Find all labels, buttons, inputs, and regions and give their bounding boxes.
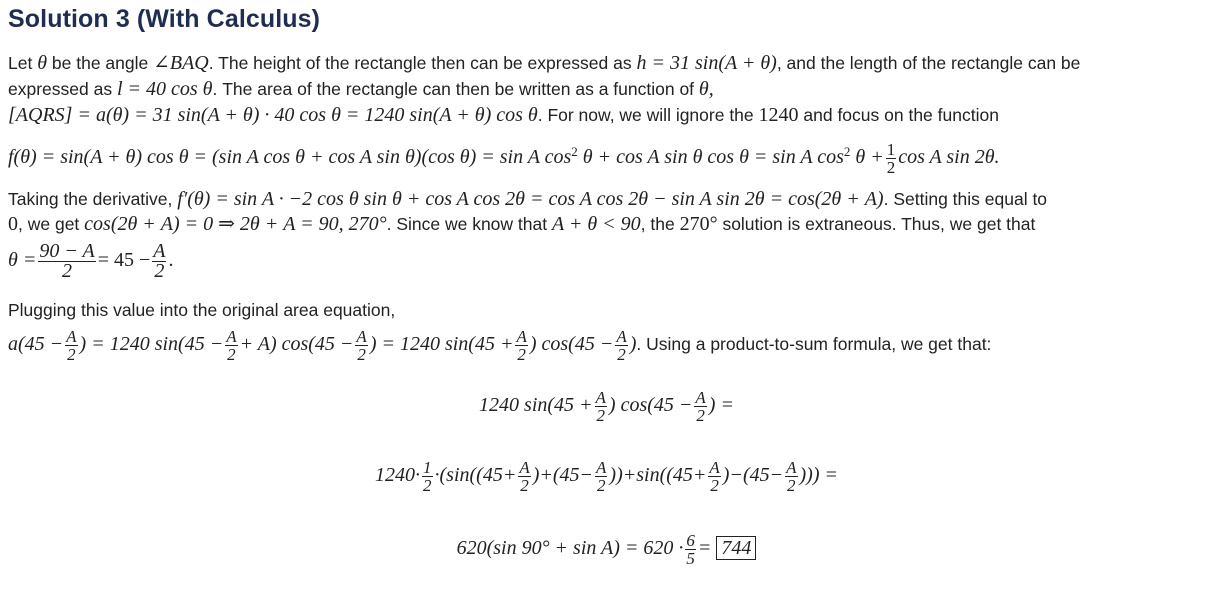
- fraction-numerator: A: [595, 387, 606, 407]
- math: 620(sin 90° + sin A) = 620 ·: [456, 537, 684, 559]
- math: a(45 −: [8, 333, 64, 355]
- math-solve-eq: cos(2θ + A) = 0 ⇒ 2θ + A = 90, 270°: [84, 213, 387, 235]
- math-fraction: [785, 459, 797, 494]
- math-fraction: [595, 459, 607, 494]
- math-fraction: [708, 459, 720, 494]
- math: ))+sin((45+: [609, 464, 707, 486]
- display-equation-2: [0, 452, 1213, 498]
- math-fraction: [615, 328, 627, 363]
- text: Let: [8, 53, 38, 73]
- fraction-denominator: 2: [67, 344, 76, 364]
- text: . Using a product-to-sum formula, we get that:: [636, 334, 992, 354]
- math: =: [697, 537, 712, 559]
- text: expressed as: [8, 79, 117, 99]
- text: , we get: [18, 214, 85, 234]
- fraction-denominator: 2: [62, 259, 72, 282]
- math-length-eq: l = 40 cos θ: [116, 78, 213, 100]
- fraction-numerator: A: [516, 326, 527, 346]
- math: ) = 1240 sin(45 −: [79, 333, 224, 355]
- fraction-numerator: A: [153, 239, 166, 262]
- fraction-denominator: 2: [154, 259, 165, 282]
- text: and focus on the function: [798, 105, 999, 125]
- math: ·(sin((45+: [434, 464, 517, 486]
- display-equation-3: [0, 524, 1213, 572]
- para1-line2: [8, 78, 714, 100]
- math-fraction: [38, 239, 95, 282]
- math-exponent: 2: [571, 144, 578, 159]
- math-exponent: 2: [843, 144, 851, 159]
- text: , the: [640, 214, 680, 234]
- display-equation-1: [0, 382, 1213, 428]
- text: . Since we know that: [386, 214, 552, 234]
- math-fraction-half: [886, 141, 897, 176]
- fraction-numerator: A: [786, 457, 797, 477]
- fraction-numerator: A: [519, 457, 530, 477]
- math-theta: θ: [37, 52, 48, 74]
- math: ) cos(45 −: [529, 333, 614, 355]
- math: )+(45−: [532, 464, 594, 486]
- fraction-numerator: A: [709, 457, 720, 477]
- para1-line3: [8, 104, 999, 126]
- math-eq: = 45 −: [97, 249, 151, 271]
- fraction-denominator: 2: [787, 475, 796, 495]
- fraction-denominator: 2: [710, 475, 719, 495]
- fraction-denominator: 2: [357, 344, 366, 364]
- para2-line1: [8, 188, 1047, 210]
- fraction-numerator: A: [66, 326, 77, 346]
- math: ) =: [708, 394, 734, 416]
- fraction-numerator: 6: [686, 530, 695, 550]
- fraction-denominator: 2: [886, 157, 896, 177]
- fraction-denominator: 2: [227, 344, 236, 364]
- fraction-numerator: 90 − A: [39, 239, 95, 262]
- fraction-numerator: A: [695, 387, 706, 407]
- fraction-denominator: 2: [617, 344, 626, 364]
- math-fraction: [225, 328, 237, 363]
- fraction-numerator: A: [356, 326, 367, 346]
- text: Taking the derivative,: [8, 189, 178, 209]
- math: ) = 1240 sin(45 +: [369, 333, 514, 355]
- math: 1240·: [375, 464, 420, 486]
- math: )−(45−: [722, 464, 784, 486]
- fraction-numerator: 1: [886, 139, 896, 159]
- fraction-numerator: A: [616, 326, 627, 346]
- math-height-eq: h = 31 sin(A + θ): [636, 52, 777, 74]
- math-f-def: θ + cos A sin θ cos θ = sin A cos: [577, 145, 844, 168]
- para1-line1: [8, 52, 1080, 74]
- text: . Setting this equal to: [883, 189, 1048, 209]
- text: . The height of the rectangle then can be expressed as: [208, 53, 637, 73]
- math-fraction: [595, 389, 607, 424]
- math-fraction: [518, 459, 530, 494]
- math-number: 1240: [758, 104, 799, 126]
- para2-line3: [8, 238, 173, 282]
- fraction-denominator: 2: [596, 405, 605, 425]
- fraction-denominator: 2: [696, 405, 705, 425]
- math-theta-eq: θ =: [8, 249, 37, 271]
- para1-line4: [8, 132, 1000, 177]
- fraction-denominator: 5: [686, 548, 695, 568]
- math-zero: 0: [8, 213, 18, 235]
- math-fraction: [152, 239, 166, 282]
- fraction-denominator: 2: [596, 475, 606, 495]
- para3-line1: [8, 299, 395, 321]
- math-angle: ∠BAQ: [153, 52, 209, 74]
- math: ): [629, 333, 637, 355]
- text: Plugging this value into the original area equation,: [8, 300, 396, 320]
- math-f-def: f(θ) = sin(A + θ) cos θ = (sin A cos θ + cos A sin θ)(cos θ) = sin A cos: [8, 145, 572, 168]
- math-derivative: f′(θ) = sin A · −2 cos θ sin θ + cos A cos 2θ = cos A cos 2θ − sin A sin 2θ = cos(2θ + A): [177, 188, 884, 210]
- math-fraction: [515, 328, 527, 363]
- math: + A) cos(45 −: [239, 333, 354, 355]
- math-fraction: [355, 328, 367, 363]
- math-dot: .: [168, 249, 174, 271]
- math-degree: 270°: [679, 213, 718, 235]
- math-fraction: [694, 389, 706, 424]
- math: ) cos(45 −: [608, 394, 693, 416]
- math-fraction: [685, 532, 696, 567]
- math-inequality: A + θ < 90: [551, 213, 641, 235]
- fraction-denominator: 2: [520, 475, 529, 495]
- fraction-numerator: A: [596, 457, 607, 477]
- fraction-numerator: A: [226, 326, 237, 346]
- math-theta: θ,: [698, 78, 714, 100]
- text: . For now, we will ignore the: [537, 105, 759, 125]
- text: . The area of the rectangle can then be written as a function of: [212, 79, 699, 99]
- fraction-numerator: 1: [423, 457, 432, 477]
- final-answer-box: 744: [716, 536, 756, 560]
- text: , and the length of the rectangle can be: [776, 53, 1081, 73]
- math-area-eq: [AQRS] = a(θ) = 31 sin(A + θ) · 40 cos θ = 1240 sin(A + θ) cos θ: [8, 104, 538, 126]
- math: ))) =: [799, 464, 838, 486]
- fraction-denominator: 2: [517, 344, 526, 364]
- para2-line2: [8, 213, 1035, 235]
- text: solution is extraneous. Thus, we get that: [717, 214, 1036, 234]
- math: 1240 sin(45 +: [479, 394, 593, 416]
- math-f-def: cos A sin 2θ.: [898, 145, 1000, 168]
- math-fraction: [65, 328, 77, 363]
- math-fraction: [422, 459, 433, 494]
- solution-heading: Solution 3 (With Calculus): [8, 5, 321, 33]
- para3-line2: [8, 321, 991, 367]
- fraction-denominator: 2: [423, 475, 432, 495]
- math-f-def: θ +: [850, 145, 884, 168]
- text: be the angle: [47, 53, 154, 73]
